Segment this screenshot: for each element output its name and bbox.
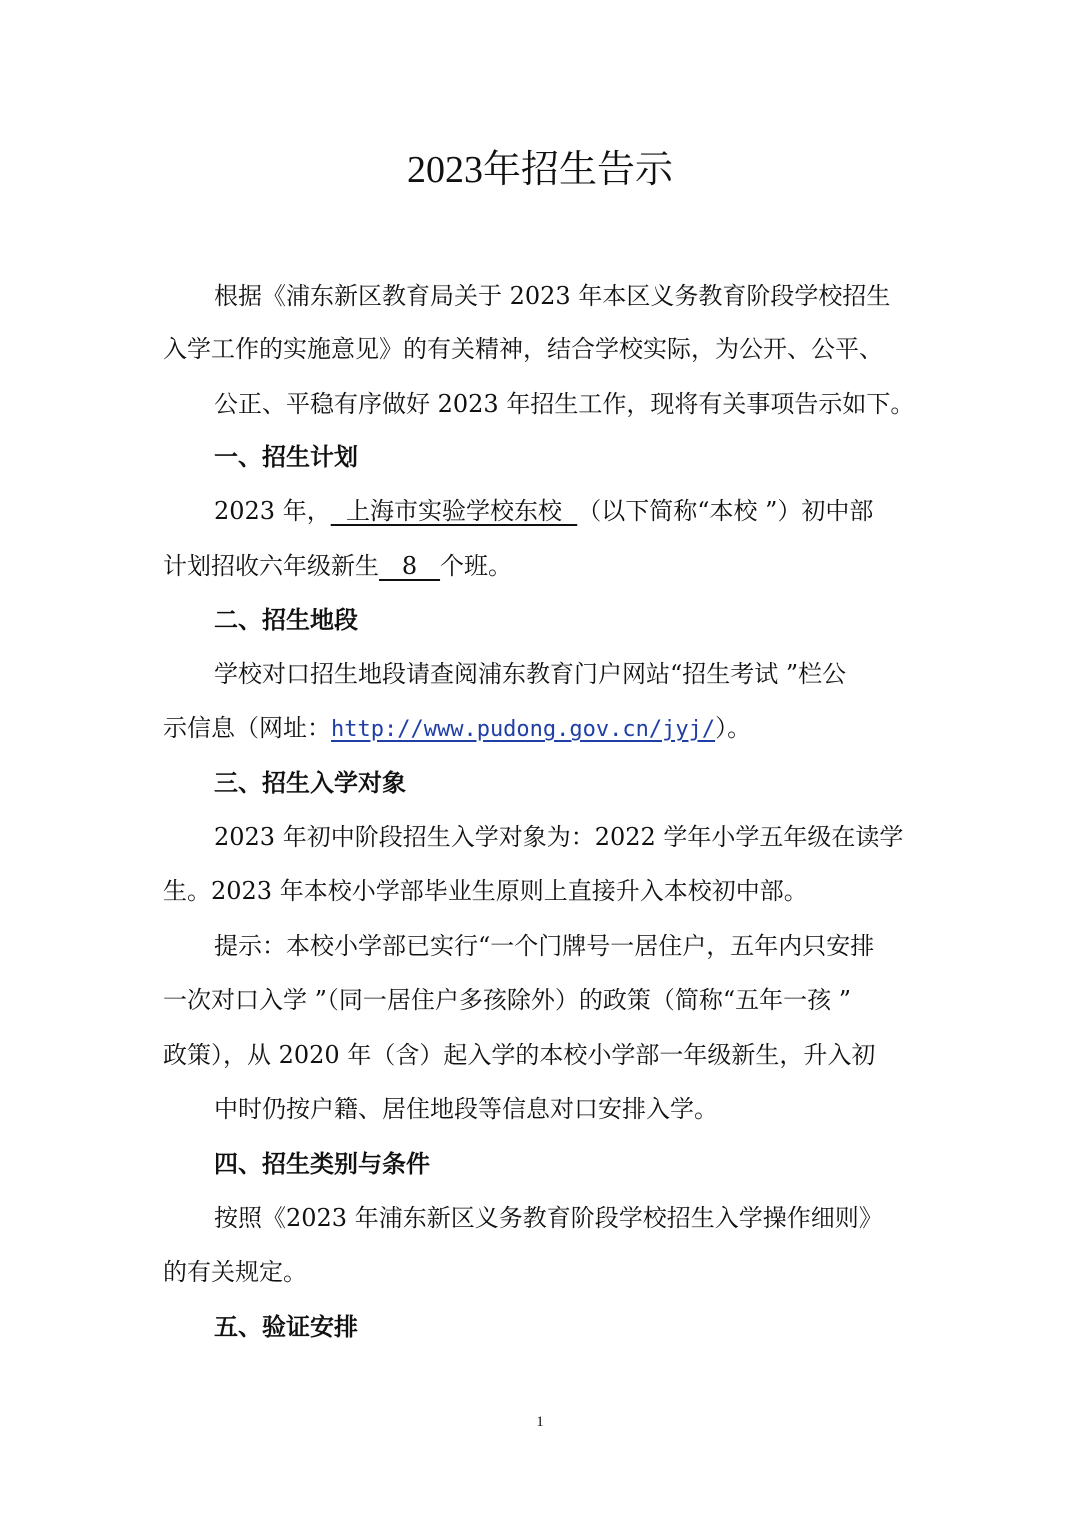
section-heading-zone: 二、招生地段 [214,606,358,634]
zone-text: 示信息（网址： [163,714,331,742]
page-number: 1 [536,1414,544,1430]
plan-text: 个班。 [440,552,513,580]
section-heading-target: 三、招生入学对象 [214,769,406,797]
zone-line-2 [163,711,963,747]
zone-line-1: 学校对口招生地段请查阅浦东教育门户网站“招生考试 ”栏公 [214,660,847,688]
intro-line-1: 根据《浦东新区教育局关于 2023 年本区义务教育阶段学校招生 [214,282,891,310]
section-heading-category: 四、招生类别与条件 [214,1150,430,1178]
category-line-2: 的有关规定。 [163,1258,307,1286]
document-title: 2023年招生告示 [406,149,673,191]
plan-line-1 [214,494,1014,528]
target-line-2: 生。2023 年本校小学部毕业生原则上直接升入本校初中部。 [163,877,808,905]
target-line-3: 提示：本校小学部已实行“一个门牌号一居住户，五年内只安排 [214,932,875,960]
target-line-5: 政策），从 2020 年（含）起入学的本校小学部一年级新生，升入初 [163,1041,876,1069]
section-heading-verify: 五、验证安排 [214,1313,358,1341]
section-heading-plan: 一、招生计划 [214,443,358,471]
pudong-url-link[interactable]: http://www.pudong.gov.cn/jyj/ [331,717,716,742]
zone-text: ）。 [715,714,752,742]
intro-line-2: 入学工作的实施意见》的有关精神，结合学校实际，为公开、公平、 [163,335,883,363]
target-line-4: 一次对口入学 ”（同一居住户多孩除外）的政策（简称“五年一孩 ” [163,986,852,1014]
class-count-fill: 8 [379,552,441,580]
plan-text: 2023 年， [214,497,331,525]
plan-text: 计划招收六年级新生 [163,552,379,580]
plan-line-2 [163,549,963,583]
plan-text: （以下简称“本校 ”）初中部 [577,497,874,525]
intro-line-3: 公正、平稳有序做好 2023 年招生工作，现将有关事项告示如下。 [214,390,915,418]
school-name-fill: 上海市实验学校东校 [330,497,578,525]
target-line-1: 2023 年初中阶段招生入学对象为：2022 学年小学五年级在读学 [214,823,904,851]
category-line-1: 按照《2023 年浦东新区义务教育阶段学校招生入学操作细则》 [214,1204,883,1232]
target-line-6: 中时仍按户籍、居住地段等信息对口安排入学。 [214,1095,718,1123]
